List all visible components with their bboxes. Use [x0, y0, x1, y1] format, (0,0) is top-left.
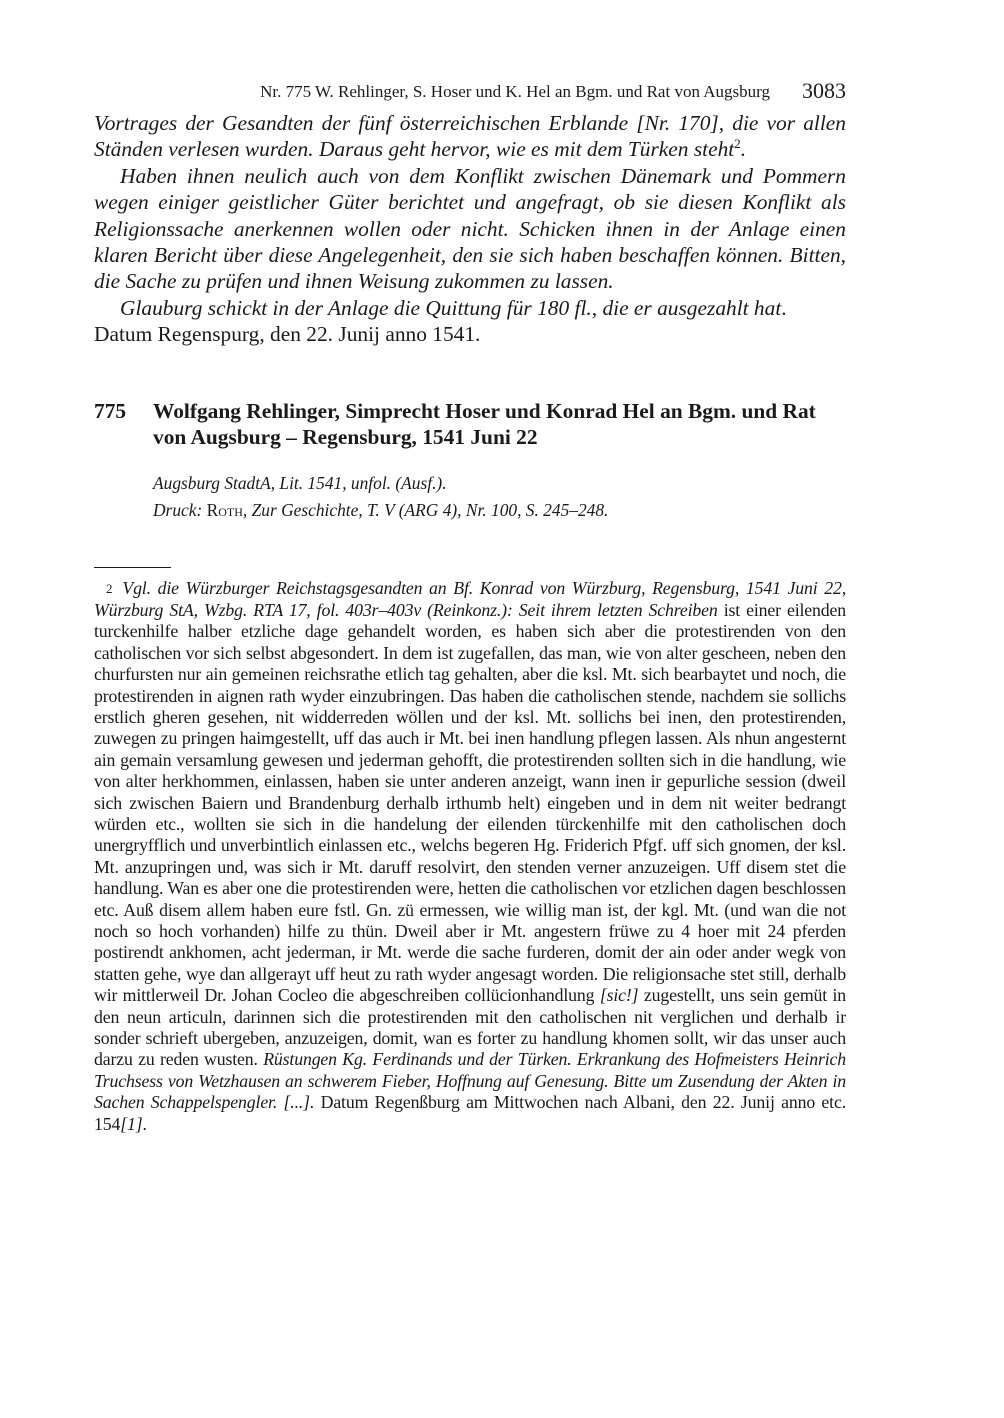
source-references — [94, 470, 846, 524]
footnote-quote-2: zugestellt, uns sein gemüt in den neun articuln, darinnen sich die protestirenden mit den catholischen nit verglichen und derhalb ir sonder schrieft ubergeben, anzuzeigen, domit, wan es forter zu handlung khomen sollt, wir das unser auch darzu zu reden wusten. — [94, 985, 847, 1070]
paragraph-1-text: Vortrages der Gesandten der fünf österreichischen Erblande [Nr. 170], die vor allen Ständen verlesen wurden. Daraus geht hervor, wie es mit dem Türken steht — [94, 111, 846, 162]
print-source — [153, 497, 846, 524]
paragraph-3-end: . — [781, 295, 787, 320]
footnote-separator — [94, 567, 171, 568]
document-number: 775 — [94, 398, 127, 423]
paragraph-1-end: . — [740, 137, 747, 162]
footnote-summary: Rüstungen Kg. Ferdinands und der Türken. Erkrankung des Hofmeisters Heinrich Truchsess von Wetzhausen an schwerem Fieber, Hoffnung auf Genesung. Bitte um Zusendung der Akten in Sachen Schappelspengler. [...]. — [94, 1049, 846, 1113]
print-source-prefix: Druck: — [153, 500, 203, 521]
archive-source: Augsburg StadtA, Lit. 1541, unfol. (Ausf.). — [153, 473, 447, 494]
paragraph-2: Haben ihnen neulich auch von dem Konflikt zwischen Dänemark und Pommern wegen einiger geistlicher Güter berichtet und angefragt, ob sie diesen Konflikt als Religionssache anerkennen wollen oder nicht. Schicken ihnen in der Anlage einen klaren Bericht über diese Angelegenheit, den sie sich haben beschaffen können. Bitten, die Sache zu prüfen und ihnen Weisung zukommen zu lassen. — [94, 163, 846, 294]
running-title: Nr. 775 W. Rehlinger, S. Hoser und K. Hel an Bgm. und Rat von Augsburg — [260, 82, 770, 101]
footnote-2 — [94, 578, 846, 1135]
footnote-closing-end: . — [142, 1113, 147, 1134]
footnote-reference[interactable]: 2 — [734, 136, 741, 152]
footnote-quote-1: ist einer eilenden turckenhilfe halber etzliche dage gehandelt worden, es haben sich aber die protestirenden von den catholischen vor sich selbst abgesondert. In dem ist zugefallen, das man, wie von alter gescheen, neben den churfursten nur ain gemeinen reichsrathe etlich tag gehalten, aber die ksl. Mt. sich bearbaytet und noch, die protestirenden in aignen rath wyder einzubringen. Das haben die catholischen stende, nachdem sie sollichs erstlich gheren gesehen, nit widderreden wöllen und der ksl. Mt. sollichs bei inen, den protestirenden, zuwegen zu pringen haimgestellt, uff das auch ir Mt. bei inen handlung pflegen lassen. Als nhun angesternt ain gemain versamlung gewesen und jederman gehofft, die protestirenden sollten sich in die handlung, wie von alter herkhommen, einlassen, haben sie unter anderen anzeigt, wann inen ir gepurliche session (dweil sich zwischen Baiern und Brandenburg derhalb irthumb helt) eingeben und in dem nit weiter bedrangt würden etc., wollten sie sich in die handelung der eilenden türckenhilfe mit den catholischen doch unergryfflich und unverbintlich einlassen etc., welchs begeren Hg. Friderich Pfgf. uff sich gnomen, der ksl. Mt. anzupringen und, was sich ir Mt. daruff resolvirt, den stenden verner anzuzeigen. Uff disem stet die handlung. Wan es aber one die protestirenden were, hetten die catholischen vor etzlichen dagen beschlossen etc. Auß disem allem haben eure fstl. Gn. zü ermessen, wie willig man ist, der kgl. Mt. (und wan die not noch so hoch vorhanden) hilfe zu thün. Dweil aber ir Mt. angestern früwe zu 4 hoer mit 24 pferden postirendt ankhomen, acht jederman, ir Mt. werde die sache furderen, domit der ain oder ander wegk von statten gehe, wye dan allgerayt uff heut zu rath wyder angesagt worden. Die religionsache stet still, derhalb wir mittlerweil Dr. Johan Cocleo die abgeschreiben collücionhandlung — [94, 599, 846, 1006]
document-heading — [94, 398, 846, 451]
document-page — [94, 78, 846, 1135]
running-header — [94, 78, 846, 110]
footnote-closing: Datum Regenßburg am Mittwochen nach Albani, den 22. Junij anno etc. 154 — [94, 1092, 846, 1134]
footnote-closing-bracket: [1] — [120, 1113, 143, 1134]
footnote-intro: Vgl. die Würzburger Reichstagsgesandten an Bf. Konrad von Würzburg, Regensburg, 1541 Juni 22, Würzburg StA, Wzbg. RTA 17, fol. 403r–403v (Reinkonz.): Seit ihrem letzten Schreiben — [94, 578, 846, 620]
print-source-rest: , Zur Geschichte, T. V (ARG 4), Nr. 100, S. 245–248. — [242, 500, 609, 521]
document-title: Wolfgang Rehlinger, Simprecht Hoser und Konrad Hel an Bgm. und Rat von Augsburg – Regensburg, 1541 Juni 22 — [153, 398, 816, 450]
footnote-sic: [sic!] — [599, 985, 639, 1006]
paragraph-1 — [94, 110, 846, 163]
paragraph-3-text: Glauburg schickt in der Anlage die Quittung für 180 fl., die er ausgezahlt hat — [120, 295, 782, 320]
footnote-marker: 2 — [106, 581, 113, 597]
page-number: 3083 — [802, 78, 846, 103]
print-source-author: Roth — [206, 500, 243, 521]
dating-line: Datum Regenspurg, den 22. Junij anno 1541. — [94, 322, 481, 347]
paragraph-3 — [94, 295, 846, 321]
